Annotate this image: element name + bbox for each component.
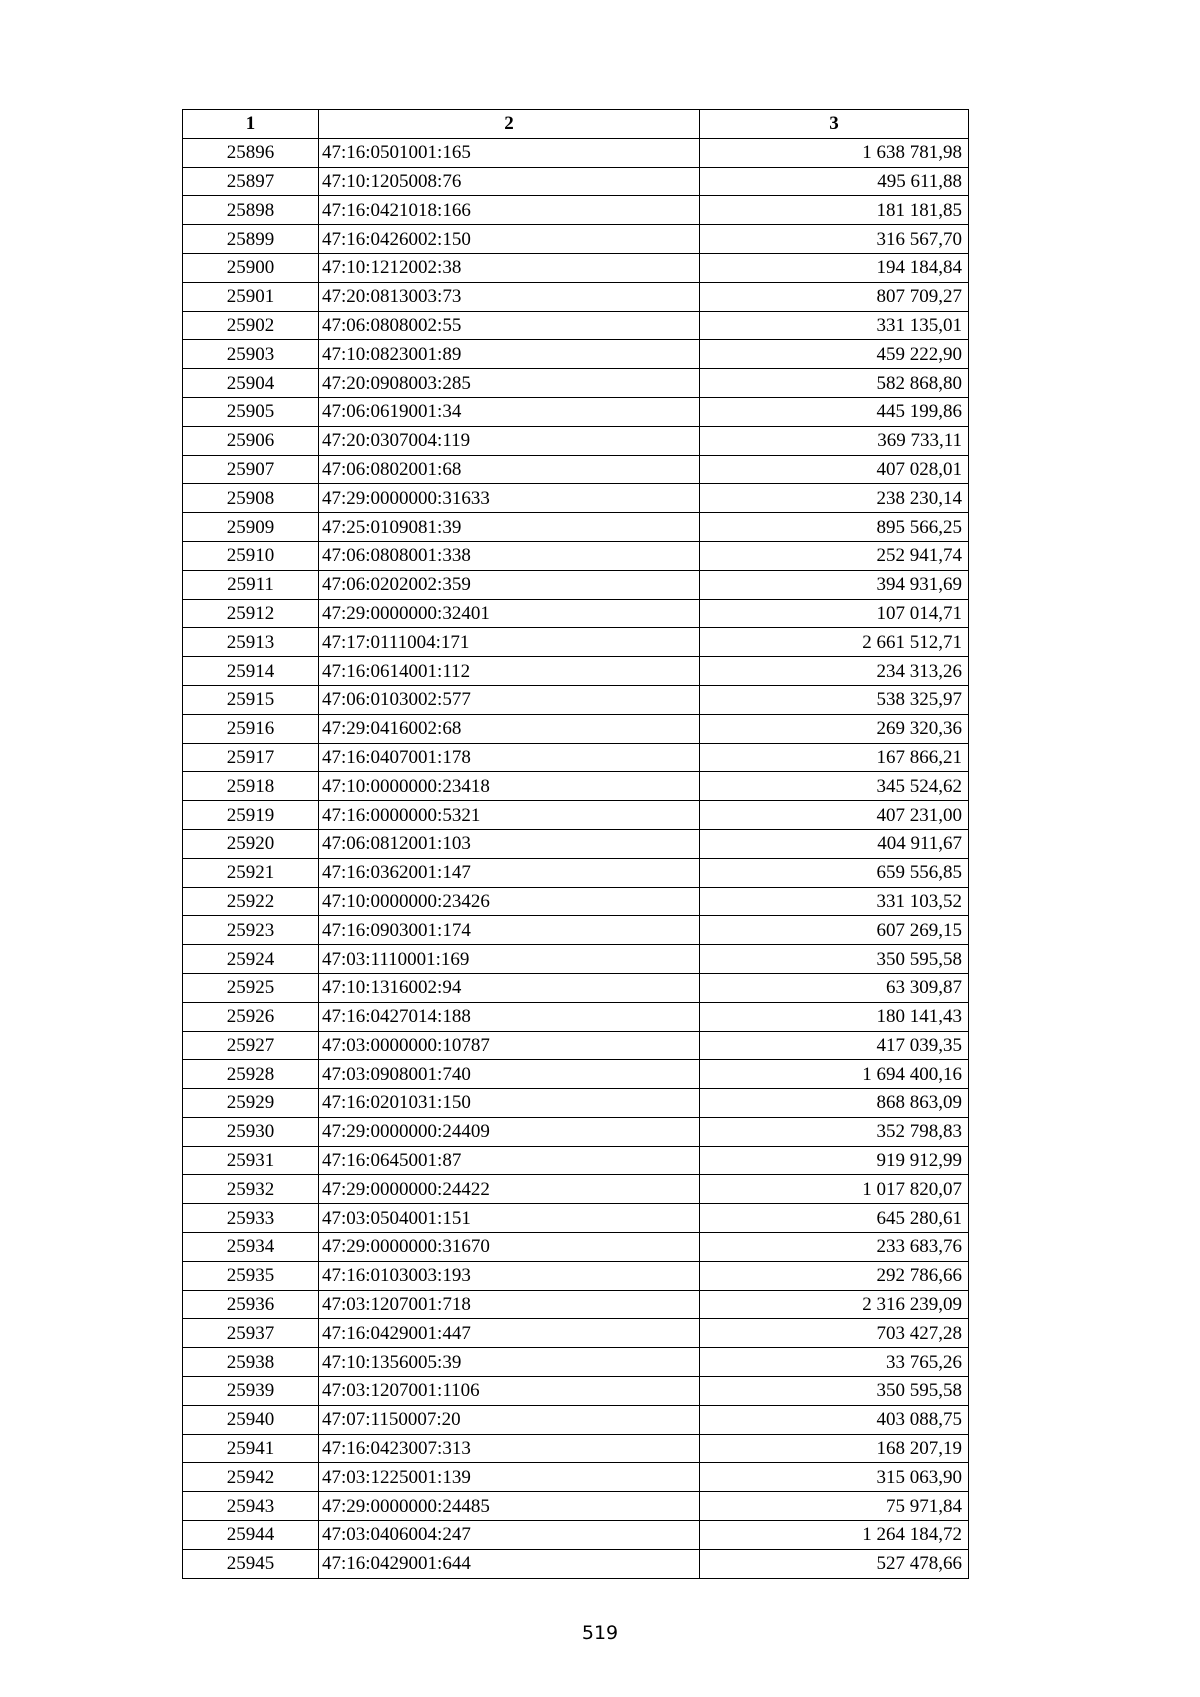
value-cell: 238 230,14 — [700, 484, 969, 513]
cadastral-number-cell: 47:16:0423007:313 — [319, 1434, 700, 1463]
value-cell: 180 141,43 — [700, 1002, 969, 1031]
table-row — [183, 311, 969, 340]
row-number-cell: 25936 — [183, 1290, 319, 1319]
table-row — [183, 570, 969, 599]
value-cell: 316 567,70 — [700, 225, 969, 254]
value-cell: 659 556,85 — [700, 858, 969, 887]
cadastral-number-cell: 47:20:0307004:119 — [319, 426, 700, 455]
row-number-cell: 25896 — [183, 138, 319, 167]
value-cell: 703 427,28 — [700, 1319, 969, 1348]
row-number-cell: 25899 — [183, 225, 319, 254]
table-row — [183, 1348, 969, 1377]
row-number-cell: 25927 — [183, 1031, 319, 1060]
table-row — [183, 397, 969, 426]
cadastral-number-cell: 47:29:0000000:24422 — [319, 1175, 700, 1204]
cadastral-number-cell: 47:16:0201031:150 — [319, 1089, 700, 1118]
table-row — [183, 138, 969, 167]
table-row — [183, 1233, 969, 1262]
cadastral-number-cell: 47:06:0808001:338 — [319, 541, 700, 570]
value-cell: 582 868,80 — [700, 369, 969, 398]
row-number-cell: 25914 — [183, 657, 319, 686]
value-cell: 895 566,25 — [700, 513, 969, 542]
table-row — [183, 1290, 969, 1319]
row-number-cell: 25922 — [183, 887, 319, 916]
table-row — [183, 1549, 969, 1578]
value-cell: 417 039,35 — [700, 1031, 969, 1060]
row-number-cell: 25902 — [183, 311, 319, 340]
value-cell: 292 786,66 — [700, 1261, 969, 1290]
cadastral-number-cell: 47:16:0426002:150 — [319, 225, 700, 254]
row-number-cell: 25907 — [183, 455, 319, 484]
row-number-cell: 25942 — [183, 1463, 319, 1492]
table-row — [183, 1002, 969, 1031]
row-number-cell: 25897 — [183, 167, 319, 196]
cadastral-number-cell: 47:16:0429001:447 — [319, 1319, 700, 1348]
cadastral-number-cell: 47:07:1150007:20 — [319, 1405, 700, 1434]
cadastral-number-cell: 47:03:0000000:10787 — [319, 1031, 700, 1060]
cadastral-number-cell: 47:16:0429001:644 — [319, 1549, 700, 1578]
table-row — [183, 513, 969, 542]
cadastral-number-cell: 47:03:0504001:151 — [319, 1204, 700, 1233]
row-number-cell: 25920 — [183, 829, 319, 858]
row-number-cell: 25929 — [183, 1089, 319, 1118]
row-number-cell: 25903 — [183, 340, 319, 369]
table-row — [183, 167, 969, 196]
table-row — [183, 1261, 969, 1290]
cadastral-number-cell: 47:06:0812001:103 — [319, 829, 700, 858]
value-cell: 1 694 400,16 — [700, 1060, 969, 1089]
row-number-cell: 25926 — [183, 1002, 319, 1031]
value-cell: 107 014,71 — [700, 599, 969, 628]
value-cell: 868 863,09 — [700, 1089, 969, 1118]
row-number-cell: 25921 — [183, 858, 319, 887]
cadastral-number-cell: 47:16:0362001:147 — [319, 858, 700, 887]
row-number-cell: 25910 — [183, 541, 319, 570]
value-cell: 167 866,21 — [700, 743, 969, 772]
value-cell: 1 017 820,07 — [700, 1175, 969, 1204]
table-row — [183, 1175, 969, 1204]
row-number-cell: 25901 — [183, 282, 319, 311]
cadastral-number-cell: 47:06:0802001:68 — [319, 455, 700, 484]
row-number-cell: 25923 — [183, 916, 319, 945]
value-cell: 369 733,11 — [700, 426, 969, 455]
value-cell: 234 313,26 — [700, 657, 969, 686]
cadastral-number-cell: 47:10:1205008:76 — [319, 167, 700, 196]
cadastral-number-cell: 47:06:0619001:34 — [319, 397, 700, 426]
value-cell: 1 264 184,72 — [700, 1521, 969, 1550]
table-row — [183, 484, 969, 513]
table-row — [183, 1031, 969, 1060]
header-row — [183, 110, 969, 139]
value-cell: 407 028,01 — [700, 455, 969, 484]
row-number-cell: 25908 — [183, 484, 319, 513]
cadastral-number-cell: 47:29:0000000:24409 — [319, 1117, 700, 1146]
value-cell: 269 320,36 — [700, 714, 969, 743]
row-number-cell: 25912 — [183, 599, 319, 628]
row-number-cell: 25943 — [183, 1492, 319, 1521]
row-number-cell: 25945 — [183, 1549, 319, 1578]
row-number-cell: 25904 — [183, 369, 319, 398]
table-row — [183, 1434, 969, 1463]
table-row — [183, 1463, 969, 1492]
value-cell: 538 325,97 — [700, 685, 969, 714]
cadastral-number-cell: 47:16:0407001:178 — [319, 743, 700, 772]
table-row — [183, 801, 969, 830]
row-number-cell: 25911 — [183, 570, 319, 599]
value-cell: 2 316 239,09 — [700, 1290, 969, 1319]
table-row — [183, 916, 969, 945]
value-cell: 404 911,67 — [700, 829, 969, 858]
table-row — [183, 714, 969, 743]
row-number-cell: 25934 — [183, 1233, 319, 1262]
cadastral-number-cell: 47:06:0202002:359 — [319, 570, 700, 599]
cadastral-number-cell: 47:03:0908001:740 — [319, 1060, 700, 1089]
value-cell: 407 231,00 — [700, 801, 969, 830]
page-number: 519 — [581, 1622, 619, 1644]
row-number-cell: 25932 — [183, 1175, 319, 1204]
table-row — [183, 858, 969, 887]
cadastral-number-cell: 47:06:0103002:577 — [319, 685, 700, 714]
row-number-cell: 25928 — [183, 1060, 319, 1089]
cadastral-number-cell: 47:16:0421018:166 — [319, 196, 700, 225]
table-row — [183, 340, 969, 369]
cadastral-number-cell: 47:16:0427014:188 — [319, 1002, 700, 1031]
row-number-cell: 25913 — [183, 628, 319, 657]
value-cell: 63 309,87 — [700, 973, 969, 1002]
row-number-cell: 25938 — [183, 1348, 319, 1377]
value-cell: 168 207,19 — [700, 1434, 969, 1463]
cadastral-number-cell: 47:16:0000000:5321 — [319, 801, 700, 830]
table-row — [183, 1089, 969, 1118]
row-number-cell: 25939 — [183, 1377, 319, 1406]
table-row — [183, 829, 969, 858]
cadastral-number-cell: 47:20:0908003:285 — [319, 369, 700, 398]
row-number-cell: 25918 — [183, 772, 319, 801]
row-number-cell: 25933 — [183, 1204, 319, 1233]
value-cell: 459 222,90 — [700, 340, 969, 369]
value-cell: 181 181,85 — [700, 196, 969, 225]
table-row — [183, 1117, 969, 1146]
value-cell: 495 611,88 — [700, 167, 969, 196]
row-number-cell: 25906 — [183, 426, 319, 455]
value-cell: 807 709,27 — [700, 282, 969, 311]
value-cell: 445 199,86 — [700, 397, 969, 426]
value-cell: 527 478,66 — [700, 1549, 969, 1578]
cadastral-number-cell: 47:29:0416002:68 — [319, 714, 700, 743]
row-number-cell: 25931 — [183, 1146, 319, 1175]
table-row — [183, 599, 969, 628]
registry-table — [182, 109, 969, 1579]
table-row — [183, 1377, 969, 1406]
row-number-cell: 25916 — [183, 714, 319, 743]
value-cell: 350 595,58 — [700, 1377, 969, 1406]
table-row — [183, 1405, 969, 1434]
cadastral-number-cell: 47:29:0000000:24485 — [319, 1492, 700, 1521]
table-row — [183, 772, 969, 801]
cadastral-number-cell: 47:10:1316002:94 — [319, 973, 700, 1002]
table-row — [183, 369, 969, 398]
table-row — [183, 1060, 969, 1089]
cadastral-number-cell: 47:03:0406004:247 — [319, 1521, 700, 1550]
value-cell: 394 931,69 — [700, 570, 969, 599]
cadastral-number-cell: 47:10:1356005:39 — [319, 1348, 700, 1377]
row-number-cell: 25915 — [183, 685, 319, 714]
cadastral-number-cell: 47:25:0109081:39 — [319, 513, 700, 542]
cadastral-number-cell: 47:16:0501001:165 — [319, 138, 700, 167]
cadastral-number-cell: 47:10:0000000:23418 — [319, 772, 700, 801]
column-header-cadastral: 2 — [319, 110, 700, 139]
table-row — [183, 887, 969, 916]
row-number-cell: 25900 — [183, 253, 319, 282]
table-row — [183, 1492, 969, 1521]
value-cell: 233 683,76 — [700, 1233, 969, 1262]
value-cell: 75 971,84 — [700, 1492, 969, 1521]
value-cell: 252 941,74 — [700, 541, 969, 570]
table-row — [183, 196, 969, 225]
row-number-cell: 25944 — [183, 1521, 319, 1550]
row-number-cell: 25930 — [183, 1117, 319, 1146]
table-row — [183, 455, 969, 484]
table-row — [183, 973, 969, 1002]
table-row — [183, 743, 969, 772]
value-cell: 194 184,84 — [700, 253, 969, 282]
cadastral-number-cell: 47:16:0103003:193 — [319, 1261, 700, 1290]
table-row — [183, 685, 969, 714]
row-number-cell: 25940 — [183, 1405, 319, 1434]
table-row — [183, 1146, 969, 1175]
value-cell: 352 798,83 — [700, 1117, 969, 1146]
cadastral-number-cell: 47:16:0614001:112 — [319, 657, 700, 686]
column-header-value: 3 — [700, 110, 969, 139]
table-row — [183, 253, 969, 282]
table-row — [183, 657, 969, 686]
value-cell: 1 638 781,98 — [700, 138, 969, 167]
table-row — [183, 1521, 969, 1550]
cadastral-number-cell: 47:10:0823001:89 — [319, 340, 700, 369]
table-header — [183, 110, 969, 139]
cadastral-number-cell: 47:29:0000000:31633 — [319, 484, 700, 513]
value-cell: 607 269,15 — [700, 916, 969, 945]
table-row — [183, 426, 969, 455]
cadastral-number-cell: 47:06:0808002:55 — [319, 311, 700, 340]
table-row — [183, 945, 969, 974]
row-number-cell: 25941 — [183, 1434, 319, 1463]
row-number-cell: 25937 — [183, 1319, 319, 1348]
row-number-cell: 25909 — [183, 513, 319, 542]
value-cell: 645 280,61 — [700, 1204, 969, 1233]
table-row — [183, 225, 969, 254]
cadastral-number-cell: 47:16:0903001:174 — [319, 916, 700, 945]
row-number-cell: 25919 — [183, 801, 319, 830]
table-row — [183, 1319, 969, 1348]
table-row — [183, 541, 969, 570]
cadastral-number-cell: 47:10:1212002:38 — [319, 253, 700, 282]
table-row — [183, 1204, 969, 1233]
value-cell: 919 912,99 — [700, 1146, 969, 1175]
row-number-cell: 25925 — [183, 973, 319, 1002]
cadastral-number-cell: 47:03:1207001:1106 — [319, 1377, 700, 1406]
row-number-cell: 25924 — [183, 945, 319, 974]
value-cell: 350 595,58 — [700, 945, 969, 974]
row-number-cell: 25905 — [183, 397, 319, 426]
cadastral-number-cell: 47:03:1207001:718 — [319, 1290, 700, 1319]
value-cell: 331 135,01 — [700, 311, 969, 340]
cadastral-number-cell: 47:20:0813003:73 — [319, 282, 700, 311]
cadastral-number-cell: 47:29:0000000:32401 — [319, 599, 700, 628]
value-cell: 345 524,62 — [700, 772, 969, 801]
cadastral-number-cell: 47:29:0000000:31670 — [319, 1233, 700, 1262]
value-cell: 331 103,52 — [700, 887, 969, 916]
row-number-cell: 25917 — [183, 743, 319, 772]
table-row — [183, 628, 969, 657]
cadastral-number-cell: 47:03:1110001:169 — [319, 945, 700, 974]
cadastral-number-cell: 47:17:0111004:171 — [319, 628, 700, 657]
row-number-cell: 25935 — [183, 1261, 319, 1290]
cadastral-number-cell: 47:16:0645001:87 — [319, 1146, 700, 1175]
value-cell: 2 661 512,71 — [700, 628, 969, 657]
table-body — [183, 138, 969, 1578]
value-cell: 315 063,90 — [700, 1463, 969, 1492]
value-cell: 403 088,75 — [700, 1405, 969, 1434]
cadastral-number-cell: 47:03:1225001:139 — [319, 1463, 700, 1492]
table-row — [183, 282, 969, 311]
value-cell: 33 765,26 — [700, 1348, 969, 1377]
row-number-cell: 25898 — [183, 196, 319, 225]
cadastral-number-cell: 47:10:0000000:23426 — [319, 887, 700, 916]
column-header-number: 1 — [183, 110, 319, 139]
